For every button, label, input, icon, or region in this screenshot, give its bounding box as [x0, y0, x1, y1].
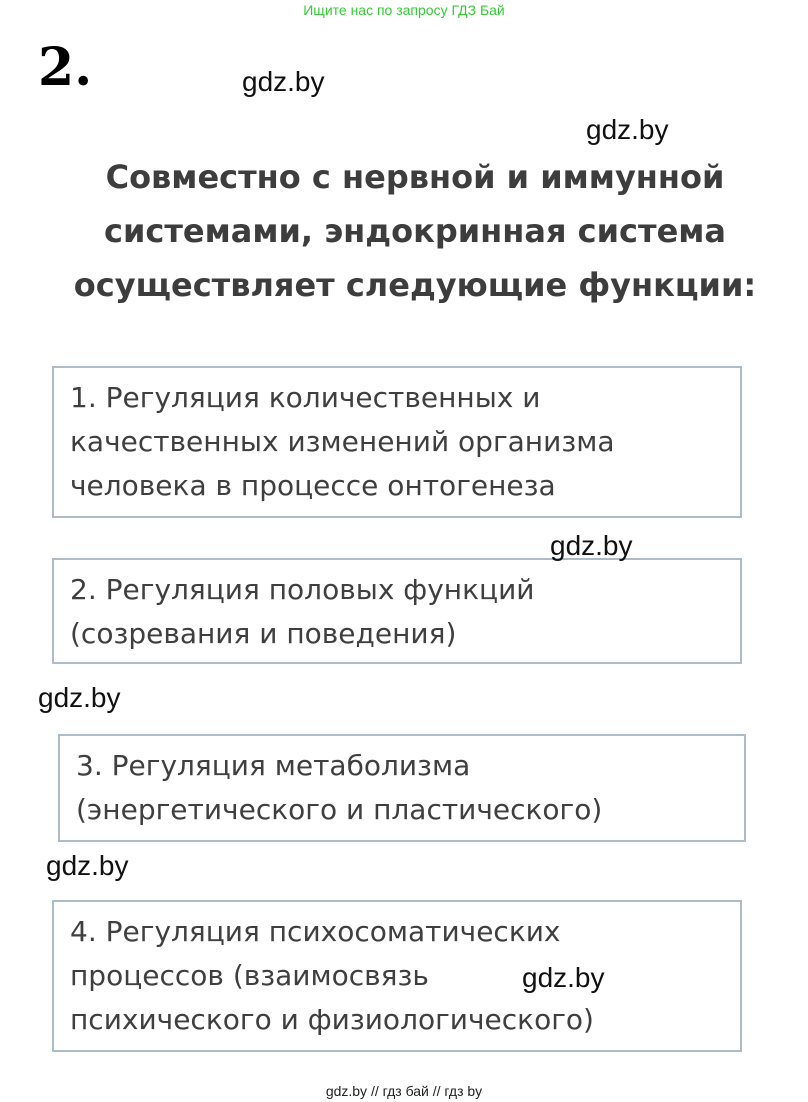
item-line: (энергетического и пластического) [76, 793, 603, 826]
item-line: 3. Регуляция метаболизма [76, 749, 471, 782]
watermark: gdz.by [242, 66, 325, 97]
footer: gdz.by // гдз бай // гдз by [325, 1083, 483, 1099]
function-item-1 [52, 366, 742, 518]
item-line: 4. Регуляция психосоматических [70, 915, 561, 948]
heading-line: системами, эндокринная система [103, 212, 727, 250]
function-item-2 [52, 558, 742, 664]
function-item-4 [52, 900, 742, 1052]
heading [40, 150, 790, 312]
watermark: gdz.by [522, 962, 605, 993]
task-number: 2. [38, 37, 93, 98]
watermark: gdz.by [46, 850, 129, 881]
heading-line: осуществляет следующие функции: [73, 266, 757, 304]
item-line: человека в процессе онтогенеза [70, 469, 556, 502]
watermark: gdz.by [586, 114, 669, 145]
item-line: процессов (взаимосвязь [70, 959, 429, 992]
function-item-3 [58, 734, 746, 842]
item-line: (созревания и поведения) [70, 617, 457, 650]
watermark: gdz.by [38, 682, 121, 713]
top-banner: Ищите нас по запросу ГДЗ Бай [303, 2, 505, 18]
item-line: 1. Регуляция количественных и [70, 381, 541, 414]
item-line: качественных изменений организма [70, 425, 615, 458]
watermark: gdz.by [550, 530, 633, 561]
item-line: психического и физиологического) [70, 1003, 594, 1036]
heading-line: Совместно с нервной и иммунной [105, 158, 725, 196]
item-line: 2. Регуляция половых функций [70, 573, 535, 606]
